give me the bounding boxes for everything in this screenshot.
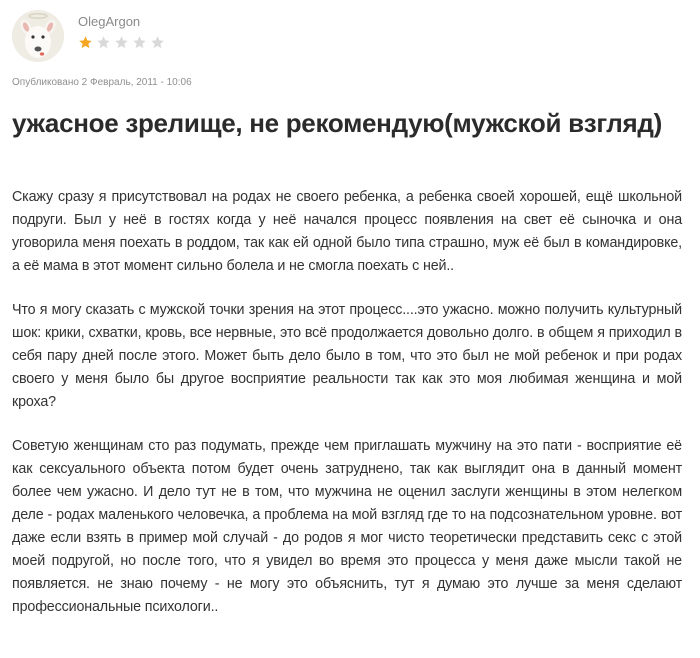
star-filled-icon <box>78 35 93 50</box>
star-rating <box>78 35 165 50</box>
author-username[interactable]: OlegArgon <box>78 14 141 29</box>
star-empty-icon <box>114 35 129 50</box>
review-paragraph: Что я могу сказать с мужской точки зрения на этот процесс....это ужасно. можно получить культурный шок: крики, схватки, кровь, все нервные, это всё продолжается довольно долго. в общем я приходил в себя пару дней после этого. Может быть дело было в том, что это был не мой ребенок и при родах своего у меня было бы другое восприятие реальности так как это моя любимая женщина и мой кроха? <box>12 302 682 410</box>
review-paragraph: Советую женщинам сто раз подумать, прежде чем приглашать мужчину на это пати - восприятие её как сексуального объекта потом будет очень затруднено, так как выглядит она в данный момент более чем ужасно. И дело тут не в том, что мужчина не оценил заслуги женщины в этом нелегком деле - родах маленького человечка, а проблема на мой взгляд где то на подсознательном уровне. вот даже если взять в пример мой случай - до родов я мог чисто теоретически представить секс с этой моей подругой, но после того, что я увидел во время это процесса у меня даже мысли такой не появляется. не знаю почему - не могу это объяснить, тут я думаю это лучше за меня сделают профессиональные психологи.. <box>12 438 682 615</box>
review-title: ужасное зрелище, не рекомендую(мужской взгляд) <box>12 108 662 138</box>
review-paragraph: Скажу сразу я присутствовал на родах не своего ребенка, а ребенка своей хорошей, ещё школьной подруги. Был у неё в гостях когда у неё начался процесс появления на свет её сыночка и она уговорила меня поехать в роддом, так как ей одной было типа страшно, муж её был в командировке, а её мама в этот момент сильно болела и не смогла поехать с ней.. <box>12 189 682 274</box>
published-date: Опубликовано 2 Февраль, 2011 - 10:06 <box>12 77 192 88</box>
review-body <box>12 186 682 640</box>
star-empty-icon <box>96 35 111 50</box>
author-block <box>12 10 165 62</box>
avatar[interactable] <box>12 10 64 62</box>
dog-avatar-icon <box>12 10 64 62</box>
author-meta <box>78 10 165 50</box>
star-empty-icon <box>150 35 165 50</box>
star-empty-icon <box>132 35 147 50</box>
